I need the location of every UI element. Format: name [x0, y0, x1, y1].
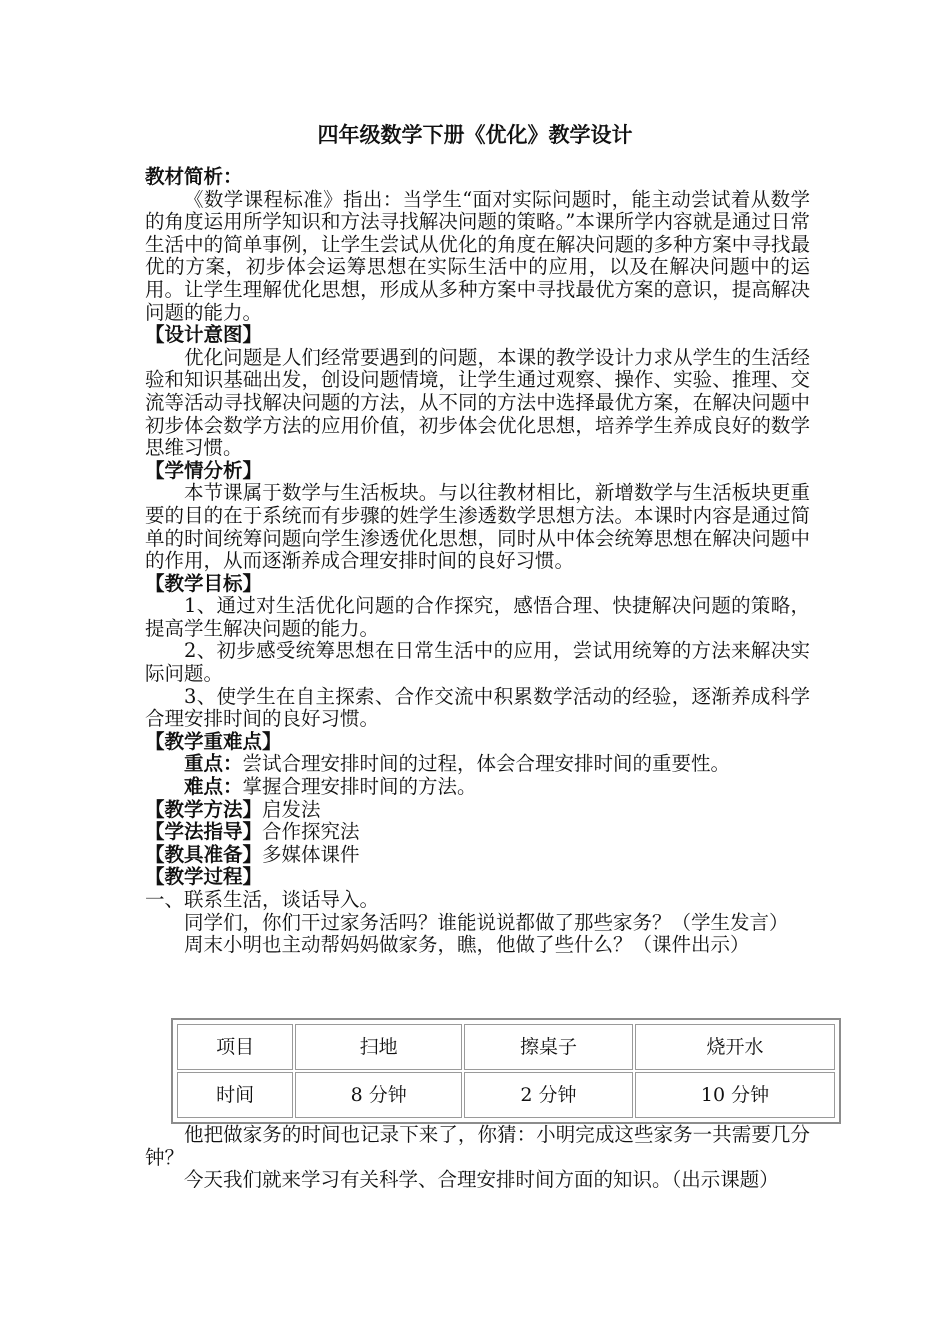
document-title: 四年级数学下册《优化》教学设计 [317, 123, 633, 147]
section-heading-xueqing: 【学情分析】 [145, 458, 263, 482]
document-body-continued [145, 1124, 810, 1192]
paragraph-intro-4: 今天我们就来学习有关科学、合理安排时间方面的知识。（出示课题） [184, 1168, 779, 1192]
method-text: 启发法 [262, 797, 321, 821]
paragraph-intro-1: 同学们，你们干过家务活吗？谁能说说都做了那些家务？（学生发言） [184, 910, 789, 934]
table-cell: 擦桌子 [464, 1024, 633, 1070]
key-point-line [145, 753, 810, 776]
goal-item-2: 2、初步感受统筹思想在日常生活中的应用，尝试用统筹的方法来解决实际问题。 [145, 639, 810, 686]
table-cell: 扫地 [295, 1024, 462, 1070]
table-cell: 2 分钟 [464, 1072, 633, 1118]
learning-guide-heading: 【学法指导】 [145, 820, 263, 844]
learning-guide-line [145, 821, 810, 844]
section-heading-guocheng: 【教学过程】 [145, 865, 263, 889]
document-body [145, 166, 810, 957]
paragraph-jiaocai: 《数学课程标准》指出：当学生“面对实际问题时，能主动尝试着从数学的角度运用所学知识和方法寻找解决问题的策略。”本课所学内容就是通过日常生活中的简单事例，让学生尝试从优化的角度在解决问题的多种方案中寻找最优的方案，初步体会运筹思想在实际生活中的应用，以及在解决问题中的运用。让学生理解优化思想，形成从多种方案中寻找最优方案的意识，提高解决问题的能力。 [145, 187, 810, 324]
difficulty-text: 掌握合理安排时间的方法。 [242, 775, 477, 799]
key-point-label: 重点： [184, 752, 243, 776]
key-point-text: 尝试合理安排时间的过程，体会合理安排时间的重要性。 [242, 752, 731, 776]
section-heading-mubiao: 【教学目标】 [145, 571, 263, 595]
section-heading-sheji: 【设计意图】 [145, 323, 263, 347]
housework-table [171, 1018, 841, 1124]
table-cell: 8 分钟 [295, 1072, 462, 1118]
difficulty-line [145, 776, 810, 799]
table-cell: 烧开水 [635, 1024, 835, 1070]
goal-item-1: 1、通过对生活优化问题的合作探究，感悟合理、快捷解决问题的策略，提高学生解决问题的能力。 [145, 594, 810, 640]
teaching-aids-text: 多媒体课件 [262, 842, 360, 866]
section-heading-jiaocai: 教材简析： [145, 165, 243, 188]
paragraph-xueqing: 本节课属于数学与生活板块。与以往教材相比，新增数学与生活板块更重要的目的在于系统而有步骤的姓学生渗透数学思想方法。本课时内容是通过简单的时间统筹问题向学生渗透优化思想，同时从中体会统筹思想在解决问题中的作用，从而逐渐养成合理安排时间的良好习惯。 [145, 481, 810, 573]
housework-table-grid [175, 1022, 837, 1120]
method-heading: 【教学方法】 [145, 797, 263, 821]
teaching-aids-line [145, 844, 810, 867]
teaching-aids-heading: 【教具准备】 [145, 842, 263, 866]
paragraph-intro-3: 他把做家务的时间也记录下来了，你猜：小明完成这些家务一共需要几分钟？ [145, 1123, 810, 1169]
table-row [177, 1072, 835, 1118]
table-cell: 10 分钟 [635, 1072, 835, 1118]
paragraph-sheji: 优化问题是人们经常要遇到的问题，本课的教学设计力求从学生的生活经验和知识基础出发，创设问题情境，让学生通过观察、操作、实验、推理、交流等活动寻找解决问题的方法，从不同的方法中选择最优方案，在解决问题中初步体会数学方法的应用价值，初步体会优化思想，培养学生养成良好的数学思维习惯。 [145, 345, 810, 460]
section-heading-zhongnan: 【教学重难点】 [145, 729, 282, 753]
learning-guide-text: 合作探究法 [262, 820, 360, 844]
table-cell: 时间 [177, 1072, 293, 1118]
goal-item-3: 3、使学生在自主探索、合作交流中积累数学活动的经验，逐渐养成科学合理安排时间的良好习惯。 [145, 684, 810, 731]
paragraph-intro-2: 周末小明也主动帮妈妈做家务，瞧，他做了些什么？（课件出示） [184, 933, 750, 957]
table-cell: 项目 [177, 1024, 293, 1070]
step-1-heading: 一、联系生活，谈话导入。 [145, 888, 380, 911]
table-row [177, 1024, 835, 1070]
method-line [145, 799, 810, 822]
difficulty-label: 难点： [184, 775, 243, 799]
